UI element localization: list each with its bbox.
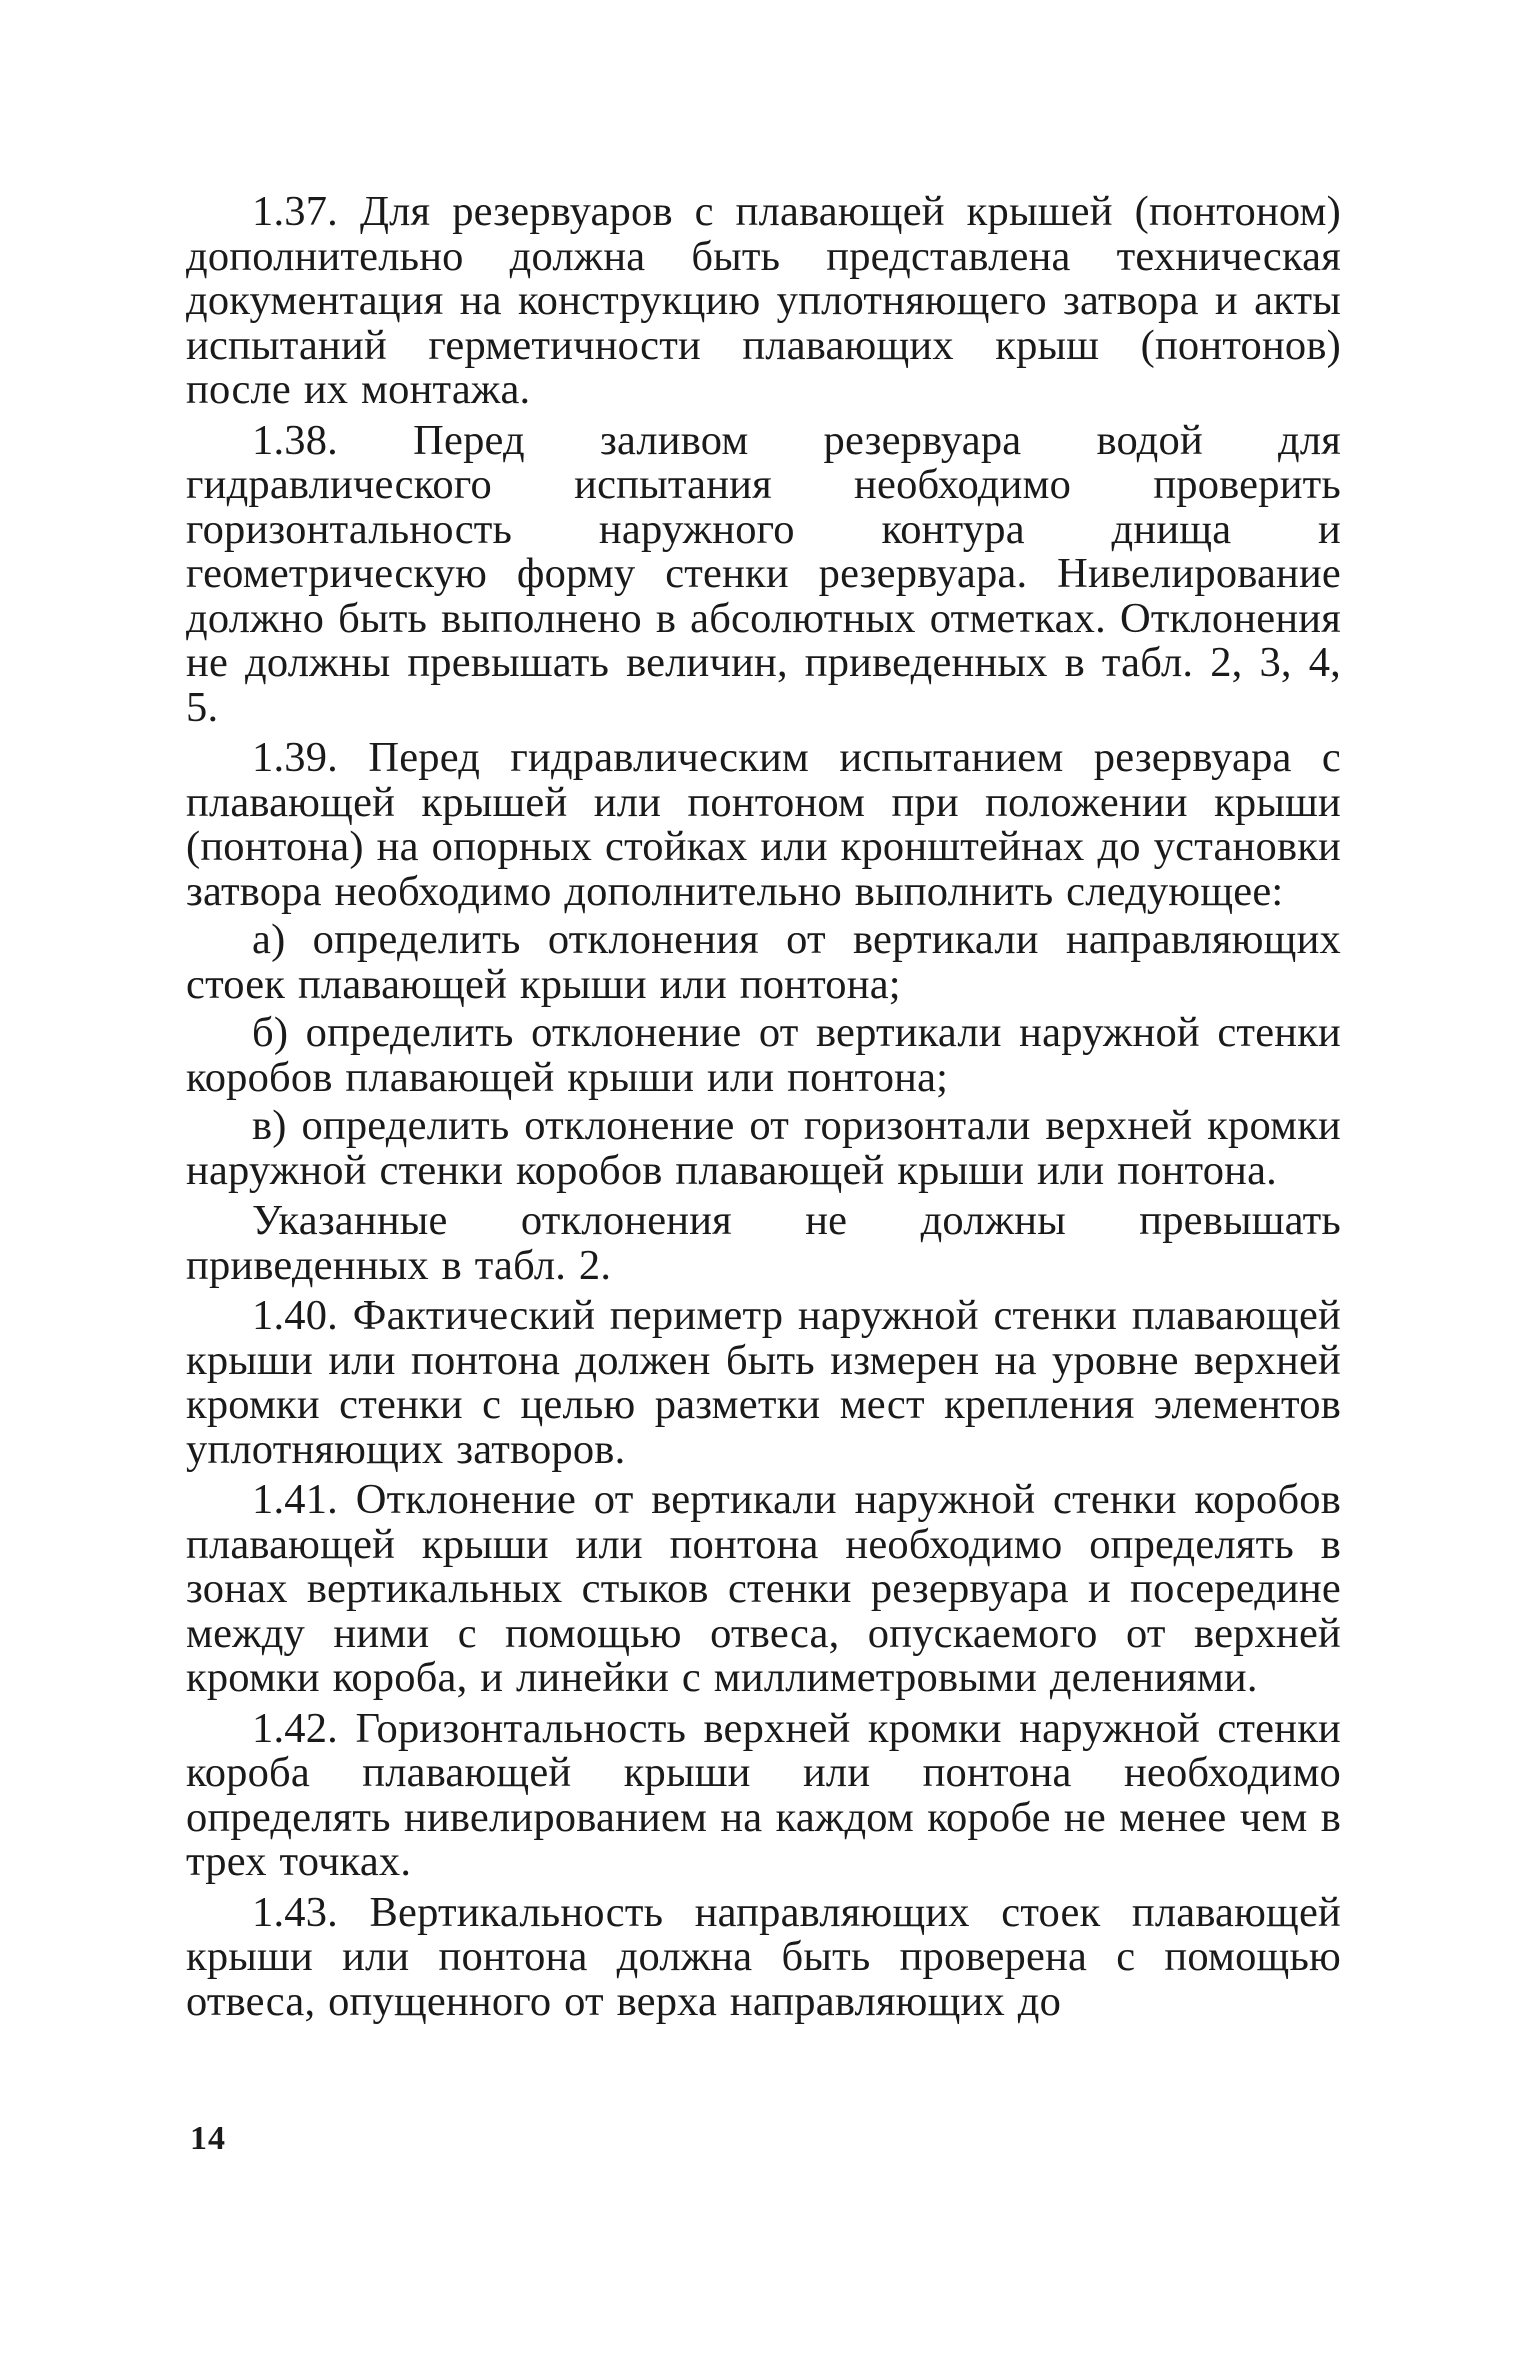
paragraph-1-38: 1.38. Перед заливом резервуара водой для гидравлического испытания необходимо проверить горизонтальность наружного контура днища и геометрическую форму стенки резервуара. Нивелирование должно быть выполнено в абсолютных отметках. Отклонения не должны превышать величин, приведенных в табл. 2, 3, 4, 5. [186,416,1341,731]
paragraph-note: Указанные отклонения не должны превышать приведенных в табл. 2. [186,1197,1341,1289]
paragraph-1-43: 1.43. Вертикальность направляющих стоек плавающей крыши или понтона должна быть проверена с помощью отвеса, опущенного от верха направляющих до [186,1888,1341,2025]
paragraph-1-39: 1.39. Перед гидравлическим испытанием резервуара с плавающей крышей или понтоном при положении крыши (понтона) на опорных стойках или кронштейнах до установки затвора необходимо дополнительно выполнить следующее: [186,734,1341,915]
paragraph-1-42: 1.42. Горизонтальность верхней кромки наружной стенки короба плавающей крыши или понтона необходимо определять нивелированием на каждом коробе не менее чем в трех точках. [186,1704,1341,1885]
list-item-b: б) определить отклонение от вертикали наружной стенки коробов плавающей крыши или понтона; [186,1009,1341,1101]
paragraph-1-37: 1.37. Для резервуаров с плавающей крышей (понтоном) дополнительно должна быть представлена техническая документация на конструкцию уплотняющего затвора и акты испытаний герметичности плавающих крыш (понтонов) после их монтажа. [186,188,1341,413]
list-item-a: а) определить отклонения от вертикали направляющих стоек плавающей крыши или понтона; [186,916,1341,1008]
document-body [186,190,1341,2030]
paragraph-1-41: 1.41. Отклонение от вертикали наружной стенки коробов плавающей крыши или понтона необходимо определять в зонах вертикальных стыков стенки резервуара и посередине между ними с помощью отвеса, опускаемого от верхней кромки короба, и линейки с миллиметровыми делениями. [186,1476,1341,1701]
paragraph-1-40: 1.40. Фактический периметр наружной стенки плавающей крыши или понтона должен быть измерен на уровне верхней кромки стенки с целью разметки мест крепления элементов уплотняющих затворов. [186,1292,1341,1473]
list-item-v: в) определить отклонение от горизонтали верхней кромки наружной стенки коробов плавающей крыши или понтона. [186,1102,1341,1194]
page-number: 14 [190,2120,226,2157]
